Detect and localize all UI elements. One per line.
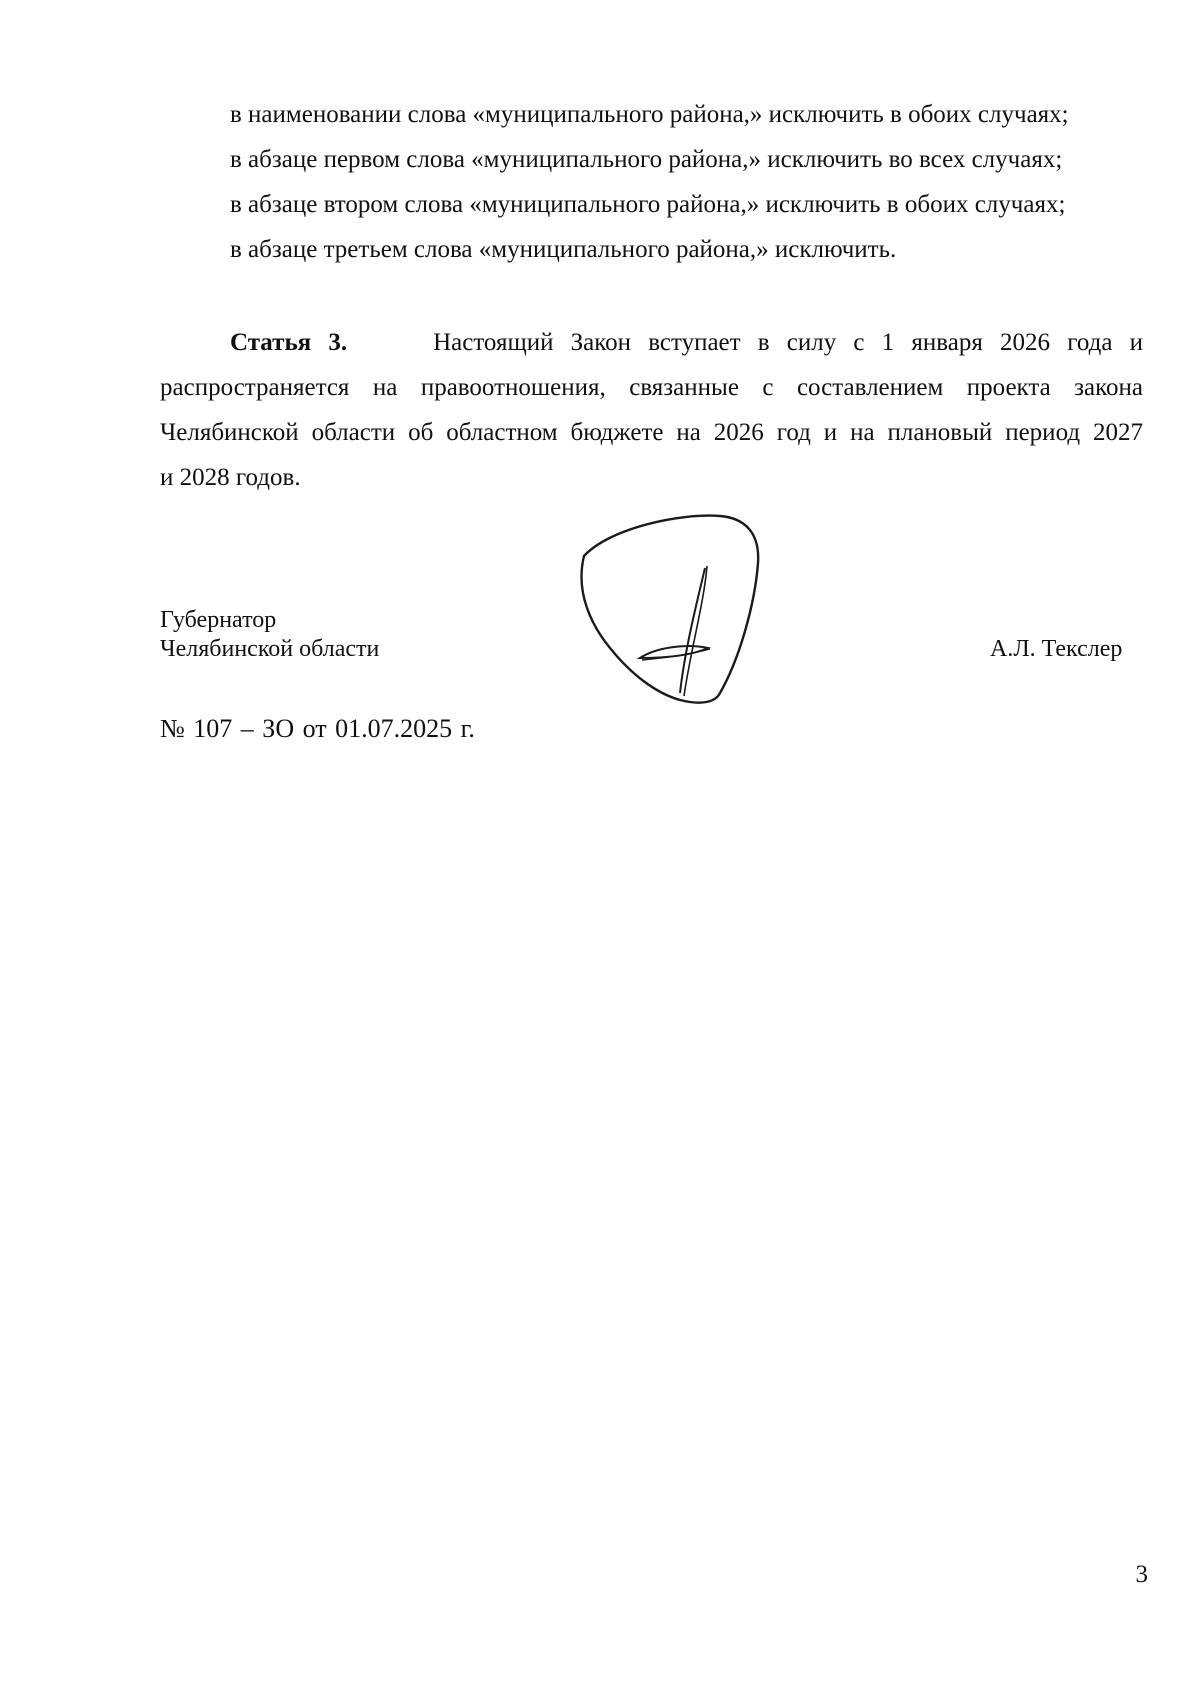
page-number: 3 bbox=[1135, 1561, 1148, 1588]
signatory-position-line-1: Губернатор bbox=[160, 607, 277, 633]
law-number-and-date: № 107 – ЗО от 01.07.2025 г. bbox=[160, 714, 475, 743]
amendment-line-1: в наименовании слова «муниципального района,» исключить в обоих случаях; bbox=[230, 101, 1069, 128]
amendment-line-3: в абзаце втором слова «муниципального района,» исключить в обоих случаях; bbox=[230, 191, 1066, 218]
article-3-label: Статья 3. bbox=[230, 329, 348, 356]
signatory-name: А.Л. Текслер bbox=[990, 636, 1123, 662]
amendment-line-2: в абзаце первом слова «муниципального района,» исключить во всех случаях; bbox=[230, 146, 1063, 173]
handwritten-signature bbox=[570, 508, 785, 708]
amendment-line-4: в абзаце третьем слова «муниципального района,» исключить. bbox=[230, 236, 897, 263]
article-3-first-line bbox=[230, 328, 1143, 358]
article-3-text-line-1: Настоящий Закон вступает в силу с 1 января 2026 года и bbox=[433, 329, 1143, 356]
article-3-text-line-4: и 2028 годов. bbox=[160, 464, 301, 491]
signatory-position-line-2: Челябинской области bbox=[160, 636, 380, 662]
article-3-text-line-3: Челябинской области об областном бюджете на 2026 год и на плановый период 2027 bbox=[160, 419, 1143, 446]
article-3-text-line-2: распространяется на правоотношения, связанные с составлением проекта закона bbox=[160, 374, 1143, 401]
